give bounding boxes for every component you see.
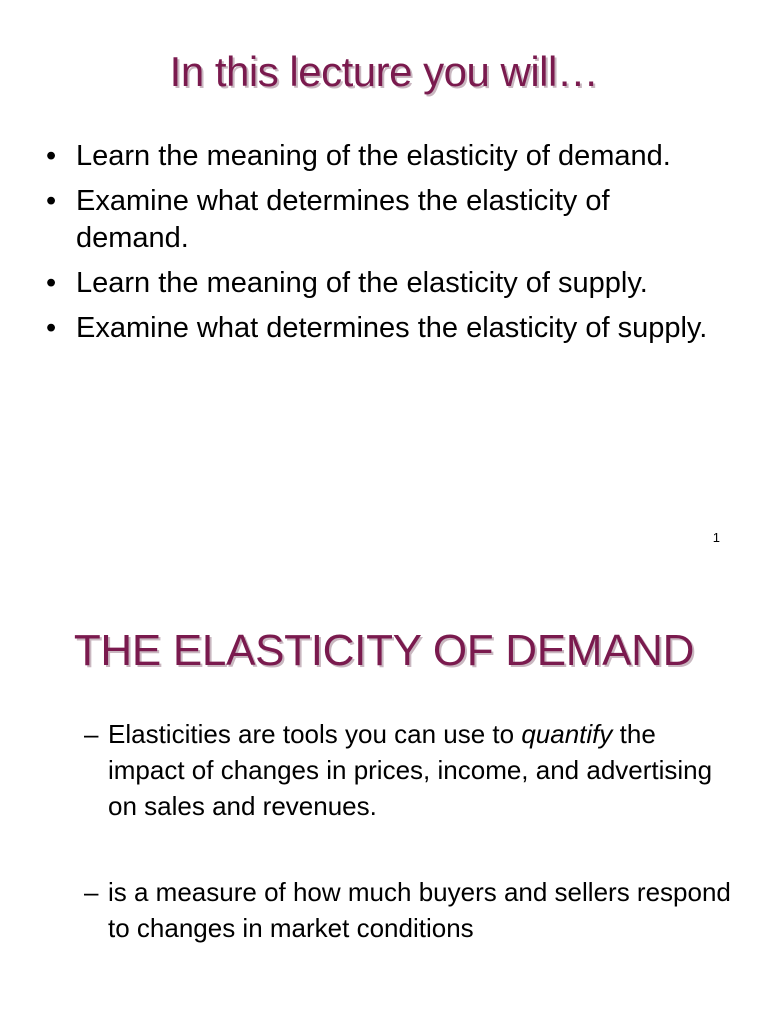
slide-1-title: In this lecture you will… bbox=[169, 48, 599, 95]
slide-1-bullet-list bbox=[46, 138, 726, 355]
bullet-text: Examine what determines the elasticity of supply. bbox=[76, 312, 708, 344]
dash-item bbox=[84, 874, 734, 946]
bullet-icon: • bbox=[46, 140, 57, 172]
bullet-icon: • bbox=[46, 312, 57, 344]
dash-text-after: the impact of changes in prices, income, and advertising on sales and revenues. bbox=[108, 719, 713, 821]
bullet-item bbox=[46, 310, 726, 347]
dash-text-emphasis: quantify bbox=[521, 719, 613, 749]
bullet-text: Learn the meaning of the elasticity of supply. bbox=[76, 267, 648, 299]
dash-item bbox=[84, 716, 734, 824]
dash-text: is a measure of how much buyers and sellers respond to changes in market conditions bbox=[108, 877, 731, 943]
dash-icon: – bbox=[84, 719, 99, 749]
slide-2 bbox=[0, 568, 768, 1024]
bullet-text: Examine what determines the elasticity of demand. bbox=[76, 185, 610, 254]
page-number: 1 bbox=[712, 530, 720, 545]
bullet-item bbox=[46, 183, 726, 257]
slide-2-dash-list bbox=[84, 716, 734, 946]
bullet-item bbox=[46, 265, 726, 302]
dash-icon: – bbox=[84, 877, 99, 907]
slide-2-title: THE ELASTICITY OF DEMAND bbox=[73, 626, 695, 675]
bullet-item bbox=[46, 138, 726, 175]
bullet-text: Learn the meaning of the elasticity of demand. bbox=[76, 140, 671, 172]
dash-text-before: Elasticities are tools you can use to bbox=[108, 719, 522, 749]
bullet-icon: • bbox=[46, 185, 57, 217]
bullet-icon: • bbox=[46, 267, 57, 299]
